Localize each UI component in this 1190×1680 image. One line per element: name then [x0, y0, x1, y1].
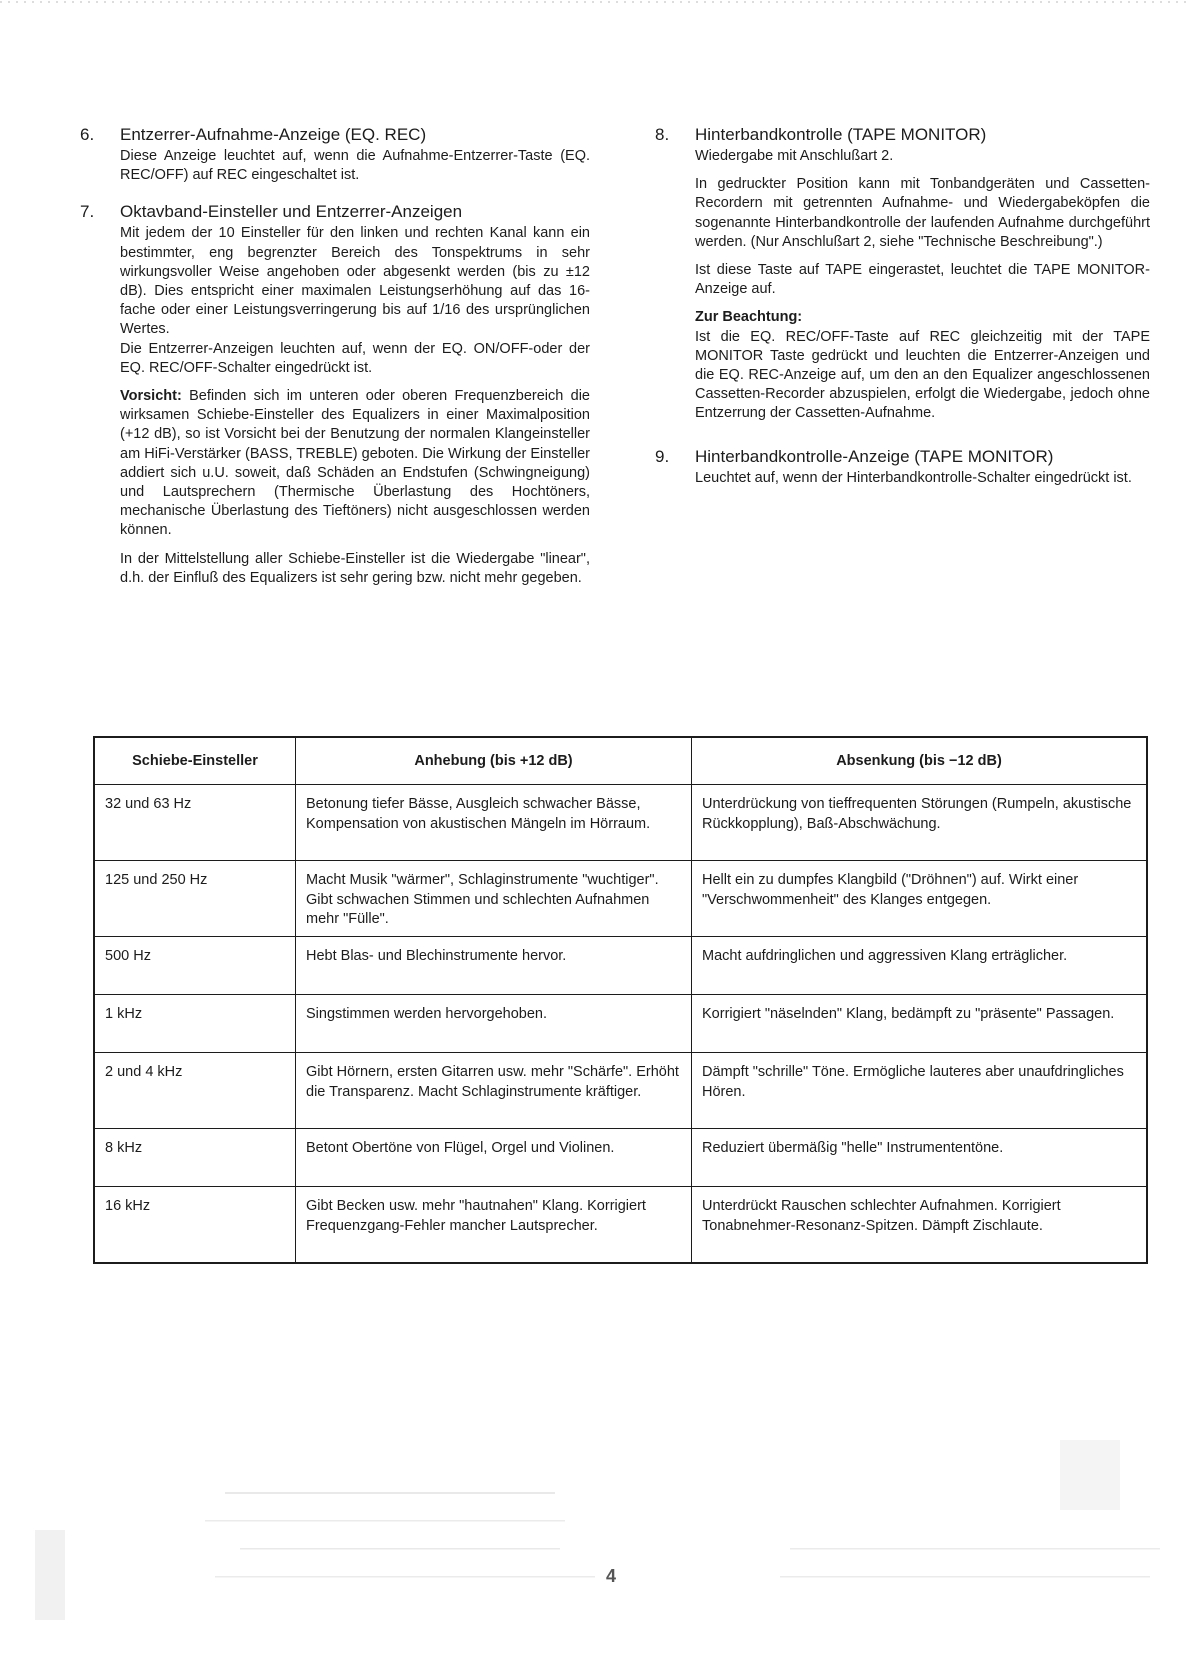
band-cell: 500 Hz	[94, 937, 296, 995]
right-column	[655, 124, 1150, 502]
boost-cell: Betonung tiefer Bässe, Ausgleich schwacher Bässe, Kompensation von akustischen Mängeln im Hörraum.	[296, 785, 692, 861]
item-text: In gedruckter Position kann mit Tonbandgeräten und Cassetten-Recordern mit getrennten Aufnahme- und Wiedergabeköpfen die sogenannte Hinterbandkontrolle der laufenden Aufnahme durchgeführt werden. (Nur Anschlußart 2, siehe "Technische Beschreibung".)	[695, 176, 1150, 250]
table-row	[94, 861, 1147, 937]
item-number: 9.	[655, 446, 670, 466]
band-cell: 8 kHz	[94, 1129, 296, 1187]
table-row	[94, 1053, 1147, 1129]
item-text: Mit jedem der 10 Einsteller für den linken und rechten Kanal kann ein bestimmter, eng begrenzter Bereich des Tonspektrums in sehr wirkungsvoller Weise angehoben oder abgesenkt werden (bis zu ±12 dB). Dies entspricht einer maximalen Leistungserhöhung auf das 16-fache oder einer Leistungsverringerung bis auf 1/16 des ursprünglichen Wertes.	[120, 225, 590, 338]
cut-cell: Macht aufdringlichen und aggressiven Klang erträglicher.	[692, 937, 1148, 995]
table-row	[94, 1129, 1147, 1187]
item-text: Leuchtet auf, wenn der Hinterbandkontrolle-Schalter eingedrückt ist.	[695, 469, 1132, 486]
cut-cell: Korrigiert "näselnden" Klang, bedämpft zu "präsente" Passagen.	[692, 995, 1148, 1053]
band-cell: 32 und 63 Hz	[94, 785, 296, 861]
warning-paragraph	[120, 387, 590, 541]
item-number: 7.	[80, 202, 95, 222]
band-cell: 16 kHz	[94, 1187, 296, 1263]
column-header: Schiebe-Einsteller	[94, 737, 296, 785]
column-header: Absenkung (bis −12 dB)	[692, 737, 1148, 785]
band-cell: 1 kHz	[94, 995, 296, 1053]
warning-text: Befinden sich im unteren oder oberen Frequenzbereich die wirksamen Schiebe-Einsteller des Equalizers in einer Maximalposition (+12 dB), so ist Vorsicht bei der Benutzung der normalen Klangeinsteller am HiFi-Verstärker (BASS, TREBLE) geboten. Die Wirkung der Einsteller addiert sich u.U. soweit, daß Schäden an Endstufen (Schwingneigung) und Lautsprechern (Thermische Überlastung des Hochtöners, mechanische Überlastung des Tieftöners) nicht ausgeschlossen werden können.	[120, 388, 590, 539]
note-block	[695, 308, 1150, 423]
item-6	[80, 124, 590, 185]
item-title: Oktavband-Einsteller und Entzerrer-Anzeigen	[120, 202, 463, 222]
item-8	[655, 124, 1150, 424]
table-row	[94, 785, 1147, 861]
table-row	[94, 995, 1147, 1053]
item-title: Entzerrer-Aufnahme-Anzeige (EQ. REC)	[120, 125, 427, 144]
item-number: 6.	[80, 125, 95, 144]
cut-cell: Reduziert übermäßig "helle" Instrumententöne.	[692, 1129, 1148, 1187]
cut-cell: Hellt ein zu dumpfes Klangbild ("Dröhnen") auf. Wirkt einer "Verschwommenheit" des Klanges entgegen.	[692, 861, 1148, 937]
item-title: Hinterbandkontrolle-Anzeige (TAPE MONITOR)	[695, 446, 1054, 466]
item-number: 8.	[655, 125, 670, 144]
boost-cell: Gibt Hörnern, ersten Gitarren usw. mehr "Schärfe". Erhöht die Transparenz. Macht Schlaginstrumente kräftiger.	[296, 1053, 692, 1129]
item-9	[655, 446, 1150, 488]
note-text: Ist die EQ. REC/OFF-Taste auf REC gleichzeitig mit der TAPE MONITOR Taste gedrückt und leuchten die Entzerrer-Anzeigen und die EQ. REC-Anzeige auf, um den an den Equalizer angeschlossenen Cassetten-Recorder abzuspielen, erfolgt die Wiedergabe, jedoch ohne Entzerrung der Cassetten-Aufnahme.	[695, 328, 1150, 422]
item-text: In der Mittelstellung aller Schiebe-Einsteller ist die Wiedergabe "linear", d.h. der Einfluß des Equalizers ist sehr gering bzw. nicht mehr gegeben.	[120, 550, 590, 586]
boost-cell: Singstimmen werden hervorgehoben.	[296, 995, 692, 1053]
boost-cell: Gibt Becken usw. mehr "hautnahen" Klang. Korrigiert Frequenzgang-Fehler mancher Lautsprecher.	[296, 1187, 692, 1263]
item-text: Diese Anzeige leuchtet auf, wenn die Aufnahme-Entzerrer-Taste (EQ. REC/OFF) auf REC eingeschaltet ist.	[120, 148, 590, 184]
boost-cell: Betont Obertöne von Flügel, Orgel und Violinen.	[296, 1129, 692, 1187]
item-text: Die Entzerrer-Anzeigen leuchten auf, wenn der EQ. ON/OFF-oder der EQ. REC/OFF-Schalter eingedrückt ist.	[120, 340, 590, 376]
item-text: Ist diese Taste auf TAPE eingerastet, leuchtet die TAPE MONITOR-Anzeige auf.	[695, 262, 1150, 298]
warning-label: Vorsicht:	[120, 388, 182, 405]
column-header: Anhebung (bis +12 dB)	[296, 737, 692, 785]
item-title: Hinterbandkontrolle (TAPE MONITOR)	[695, 125, 987, 144]
band-cell: 2 und 4 kHz	[94, 1053, 296, 1129]
cut-cell: Dämpft "schrille" Töne. Ermögliche lauteres aber unaufdringliches Hören.	[692, 1053, 1148, 1129]
note-label: Zur Beachtung:	[695, 309, 803, 326]
boost-cell: Hebt Blas- und Blechinstrumente hervor.	[296, 937, 692, 995]
table-row	[94, 1187, 1147, 1263]
boost-cell: Macht Musik "wärmer", Schlaginstrumente "wuchtiger". Gibt schwachen Stimmen und schlechten Aufnahmen mehr "Fülle".	[296, 861, 692, 937]
left-column	[80, 124, 590, 602]
item-7	[80, 201, 590, 588]
cut-cell: Unterdrückt Rauschen schlechter Aufnahmen. Korrigiert Tonabnehmer-Resonanz-Spitzen. Dämpft Zischlaute.	[692, 1187, 1148, 1263]
band-cell: 125 und 250 Hz	[94, 861, 296, 937]
table-header-row	[94, 737, 1147, 785]
item-subtitle: Wiedergabe mit Anschlußart 2.	[695, 148, 894, 164]
cut-cell: Unterdrückung von tieffrequenten Störungen (Rumpeln, akustische Rückkopplung), Baß-Abschwächung.	[692, 785, 1148, 861]
page-number: 4	[606, 1566, 617, 1586]
table-row	[94, 937, 1147, 995]
equalizer-table	[93, 736, 1148, 1264]
